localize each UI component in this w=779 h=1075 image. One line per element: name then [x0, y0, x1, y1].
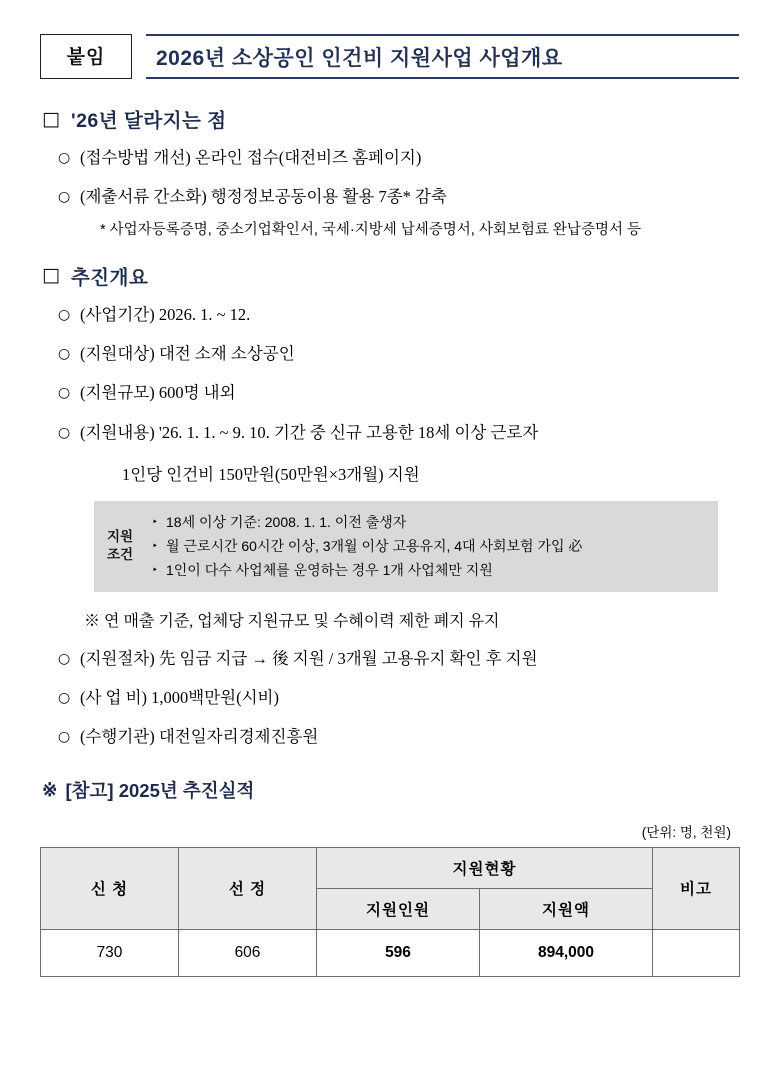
circle-bullet-icon: ○ — [58, 385, 71, 402]
page-title: 2026년 소상공인 인건비 지원사업 사업개요 — [156, 46, 563, 70]
reference-heading — [42, 777, 739, 803]
list-item-text: (수행기관) 대전일자리경제진흥원 — [80, 727, 319, 747]
circle-bullet-icon: ○ — [58, 306, 71, 323]
cell-select: 606 — [179, 929, 317, 976]
th-status-group: 지원현황 — [317, 847, 653, 888]
list-item-text: (사 업 비) 1,000백만원(시비) — [80, 688, 279, 708]
circle-bullet-icon: ○ — [58, 650, 71, 667]
section-heading-overview — [42, 262, 739, 290]
th-apply: 신 청 — [41, 847, 179, 929]
triangle-bullet-icon: ‣ — [152, 564, 158, 576]
list-item — [58, 687, 739, 709]
list-item-text: (지원규모) 600명 내외 — [80, 383, 236, 403]
section2-heading-text: 추진개요 — [70, 266, 149, 289]
title-band — [146, 34, 739, 79]
document-header — [40, 34, 739, 79]
list-item — [58, 147, 739, 169]
list-item — [58, 726, 739, 748]
list-item-text: (지원대상) 대전 소재 소상공인 — [80, 344, 295, 364]
list-item — [58, 186, 739, 208]
condition-label-line2: 조건 — [106, 547, 134, 563]
th-remark: 비고 — [653, 847, 740, 929]
circle-bullet-icon: ○ — [58, 150, 71, 166]
list-item-text: (사업기간) 2026. 1. ~ 12. — [80, 304, 251, 324]
reference-heading-text: [참고] 2025년 추진실적 — [65, 779, 255, 801]
list-item — [58, 422, 739, 444]
table-unit-note: (단위: 명, 천원) — [641, 824, 731, 840]
condition-item — [152, 512, 710, 533]
th-status-people: 지원인원 — [317, 888, 480, 929]
condition-item-text: 월 근로시간 60시간 이상, 3개월 이상 고용유지, 4대 사회보험 가입 必 — [166, 537, 583, 554]
performance-table — [40, 847, 740, 977]
circle-bullet-icon: ○ — [58, 729, 71, 746]
circle-bullet-icon: ○ — [58, 690, 71, 707]
condition-box-label — [94, 501, 146, 592]
section2-note: ※ 연 매출 기준, 업체당 지원규모 및 수혜이력 제한 폐지 유지 — [84, 612, 500, 630]
support-detail-continuation: 1인당 인건비 150만원(50만원×3개월) 지원 — [122, 464, 420, 484]
list-item — [58, 648, 739, 670]
condition-item-text: 1인이 다수 사업체를 운영하는 경우 1개 사업체만 지원 — [166, 561, 493, 578]
cell-apply: 730 — [41, 929, 179, 976]
condition-box — [94, 501, 718, 592]
list-item — [58, 304, 739, 326]
condition-item — [152, 560, 710, 581]
asterisk-mark-icon: ※ — [42, 778, 58, 800]
circle-bullet-icon: ○ — [58, 346, 71, 363]
cell-status-people: 596 — [317, 929, 480, 976]
condition-item — [152, 536, 710, 557]
circle-bullet-icon: ○ — [58, 424, 71, 441]
section1-footnote: * 사업자등록증명, 중소기업확인서, 국세·지방세 납세증명서, 사회보험료 완납증명서 등 — [100, 221, 641, 238]
list-item-text: (지원내용) '26. 1. 1. ~ 9. 10. 기간 중 신규 고용한 18세 이상 근로자 — [80, 422, 539, 442]
condition-item-text: 18세 이상 기준: 2008. 1. 1. 이전 출생자 — [166, 513, 407, 530]
th-status-amount: 지원액 — [480, 888, 653, 929]
condition-list — [146, 501, 718, 592]
cell-remark — [653, 929, 740, 976]
condition-label-line1: 지원 — [106, 529, 134, 545]
cell-status-amount: 894,000 — [480, 929, 653, 976]
triangle-bullet-icon: ‣ — [152, 540, 158, 552]
list-item-text: (제출서류 간소화) 행정정보공동이용 활용 7종* 감축 — [80, 187, 447, 207]
triangle-bullet-icon: ‣ — [152, 516, 158, 528]
list-item-text: (접수방법 개선) 온라인 접수(대전비즈 홈페이지) — [80, 148, 422, 167]
square-bullet-icon: □ — [42, 264, 60, 287]
section1-heading-text: '26년 달라지는 점 — [70, 110, 227, 132]
th-select: 선 정 — [179, 847, 317, 929]
list-item — [58, 343, 739, 365]
section-heading-changes — [42, 105, 739, 133]
list-item — [58, 382, 739, 404]
table-row — [41, 929, 740, 976]
attachment-tag: 붙임 — [40, 34, 132, 79]
circle-bullet-icon: ○ — [58, 189, 71, 206]
square-bullet-icon: □ — [42, 107, 60, 130]
table-header-row — [41, 847, 740, 888]
list-item-text: (지원절차) 先 임금 지급 → 後 지원 / 3개월 고용유지 확인 후 지원 — [80, 648, 538, 668]
